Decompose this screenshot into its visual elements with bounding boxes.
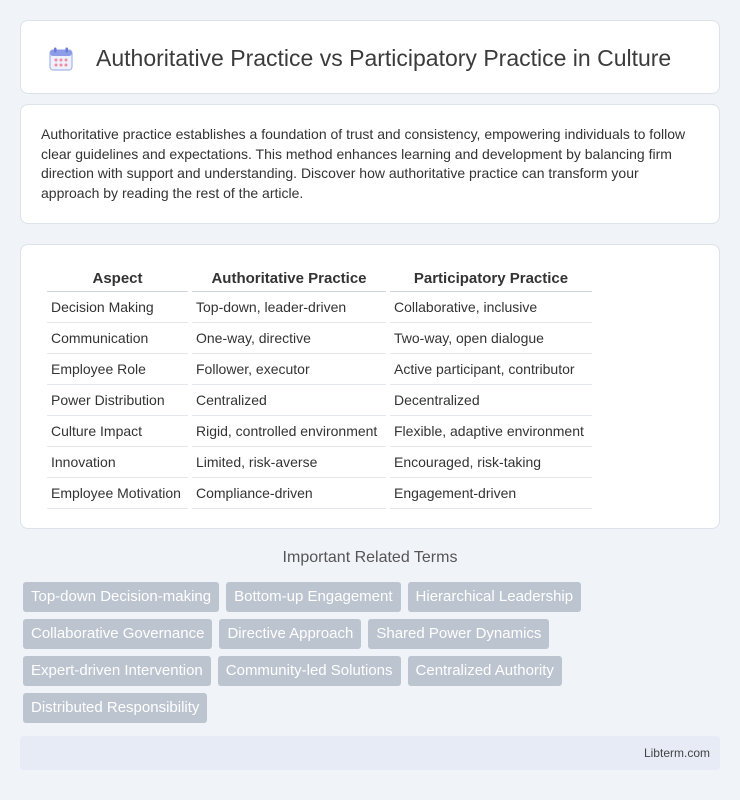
related-term-tag[interactable]: Hierarchical Leadership [408, 582, 582, 612]
table-cell: Compliance-driven [192, 478, 386, 509]
table-cell: Two-way, open dialogue [390, 323, 592, 354]
table-cell: Limited, risk-averse [192, 447, 386, 478]
table-row [47, 292, 592, 323]
related-terms-heading: Important Related Terms [282, 549, 458, 566]
table-row [47, 385, 592, 416]
related-term-tag[interactable]: Expert-driven Intervention [23, 656, 211, 686]
footer [20, 736, 720, 770]
table-cell: Communication [47, 323, 188, 354]
table-cell: Power Distribution [47, 385, 188, 416]
table-cell: Top-down, leader-driven [192, 292, 386, 323]
table-cell: Encouraged, risk-taking [390, 447, 592, 478]
table-row [47, 447, 592, 478]
table-cell: Active participant, contributor [390, 354, 592, 385]
page-title: Authoritative Practice vs Participatory Practice in Culture [96, 45, 672, 71]
related-terms-list [23, 582, 723, 723]
column-header-aspect: Aspect [47, 263, 188, 292]
table-cell: Employee Motivation [47, 478, 188, 509]
related-term-tag[interactable]: Top-down Decision-making [23, 582, 219, 612]
table-cell: Collaborative, inclusive [390, 292, 592, 323]
footer-site-link[interactable]: Libterm.com [643, 746, 710, 760]
table-cell: Decision Making [47, 292, 188, 323]
related-term-tag[interactable]: Distributed Responsibility [23, 693, 207, 723]
table-row [47, 478, 592, 509]
intro-card [20, 104, 720, 224]
related-term-tag[interactable]: Directive Approach [219, 619, 361, 649]
comparison-table [43, 263, 596, 509]
table-cell: Culture Impact [47, 416, 188, 447]
related-term-tag[interactable]: Collaborative Governance [23, 619, 212, 649]
table-cell: Engagement-driven [390, 478, 592, 509]
intro-text: Authoritative practice establishes a foundation of trust and consistency, empowering individuals to follow clear guidelines and expectations. This method enhances learning and development by balancing firm direction with support and understanding. Discover how authoritative practice can transform your approach by reading the rest of the article. [41, 126, 686, 201]
column-header-authoritative: Authoritative Practice [192, 263, 386, 292]
table-row [47, 416, 592, 447]
table-row [47, 354, 592, 385]
table-cell: Innovation [47, 447, 188, 478]
related-term-tag[interactable]: Centralized Authority [408, 656, 562, 686]
table-cell: Employee Role [47, 354, 188, 385]
table-cell: Decentralized [390, 385, 592, 416]
table-header-row [47, 263, 592, 292]
column-header-participatory: Participatory Practice [390, 263, 592, 292]
calendar-icon [48, 46, 74, 72]
table-cell: Rigid, controlled environment [192, 416, 386, 447]
comparison-table-card [20, 244, 720, 529]
related-term-tag[interactable]: Bottom-up Engagement [226, 582, 400, 612]
table-cell: Flexible, adaptive environment [390, 416, 592, 447]
table-cell: Centralized [192, 385, 386, 416]
related-term-tag[interactable]: Shared Power Dynamics [368, 619, 549, 649]
header-card [20, 20, 720, 94]
table-row [47, 323, 592, 354]
table-cell: Follower, executor [192, 354, 386, 385]
table-cell: One-way, directive [192, 323, 386, 354]
related-term-tag[interactable]: Community-led Solutions [218, 656, 401, 686]
